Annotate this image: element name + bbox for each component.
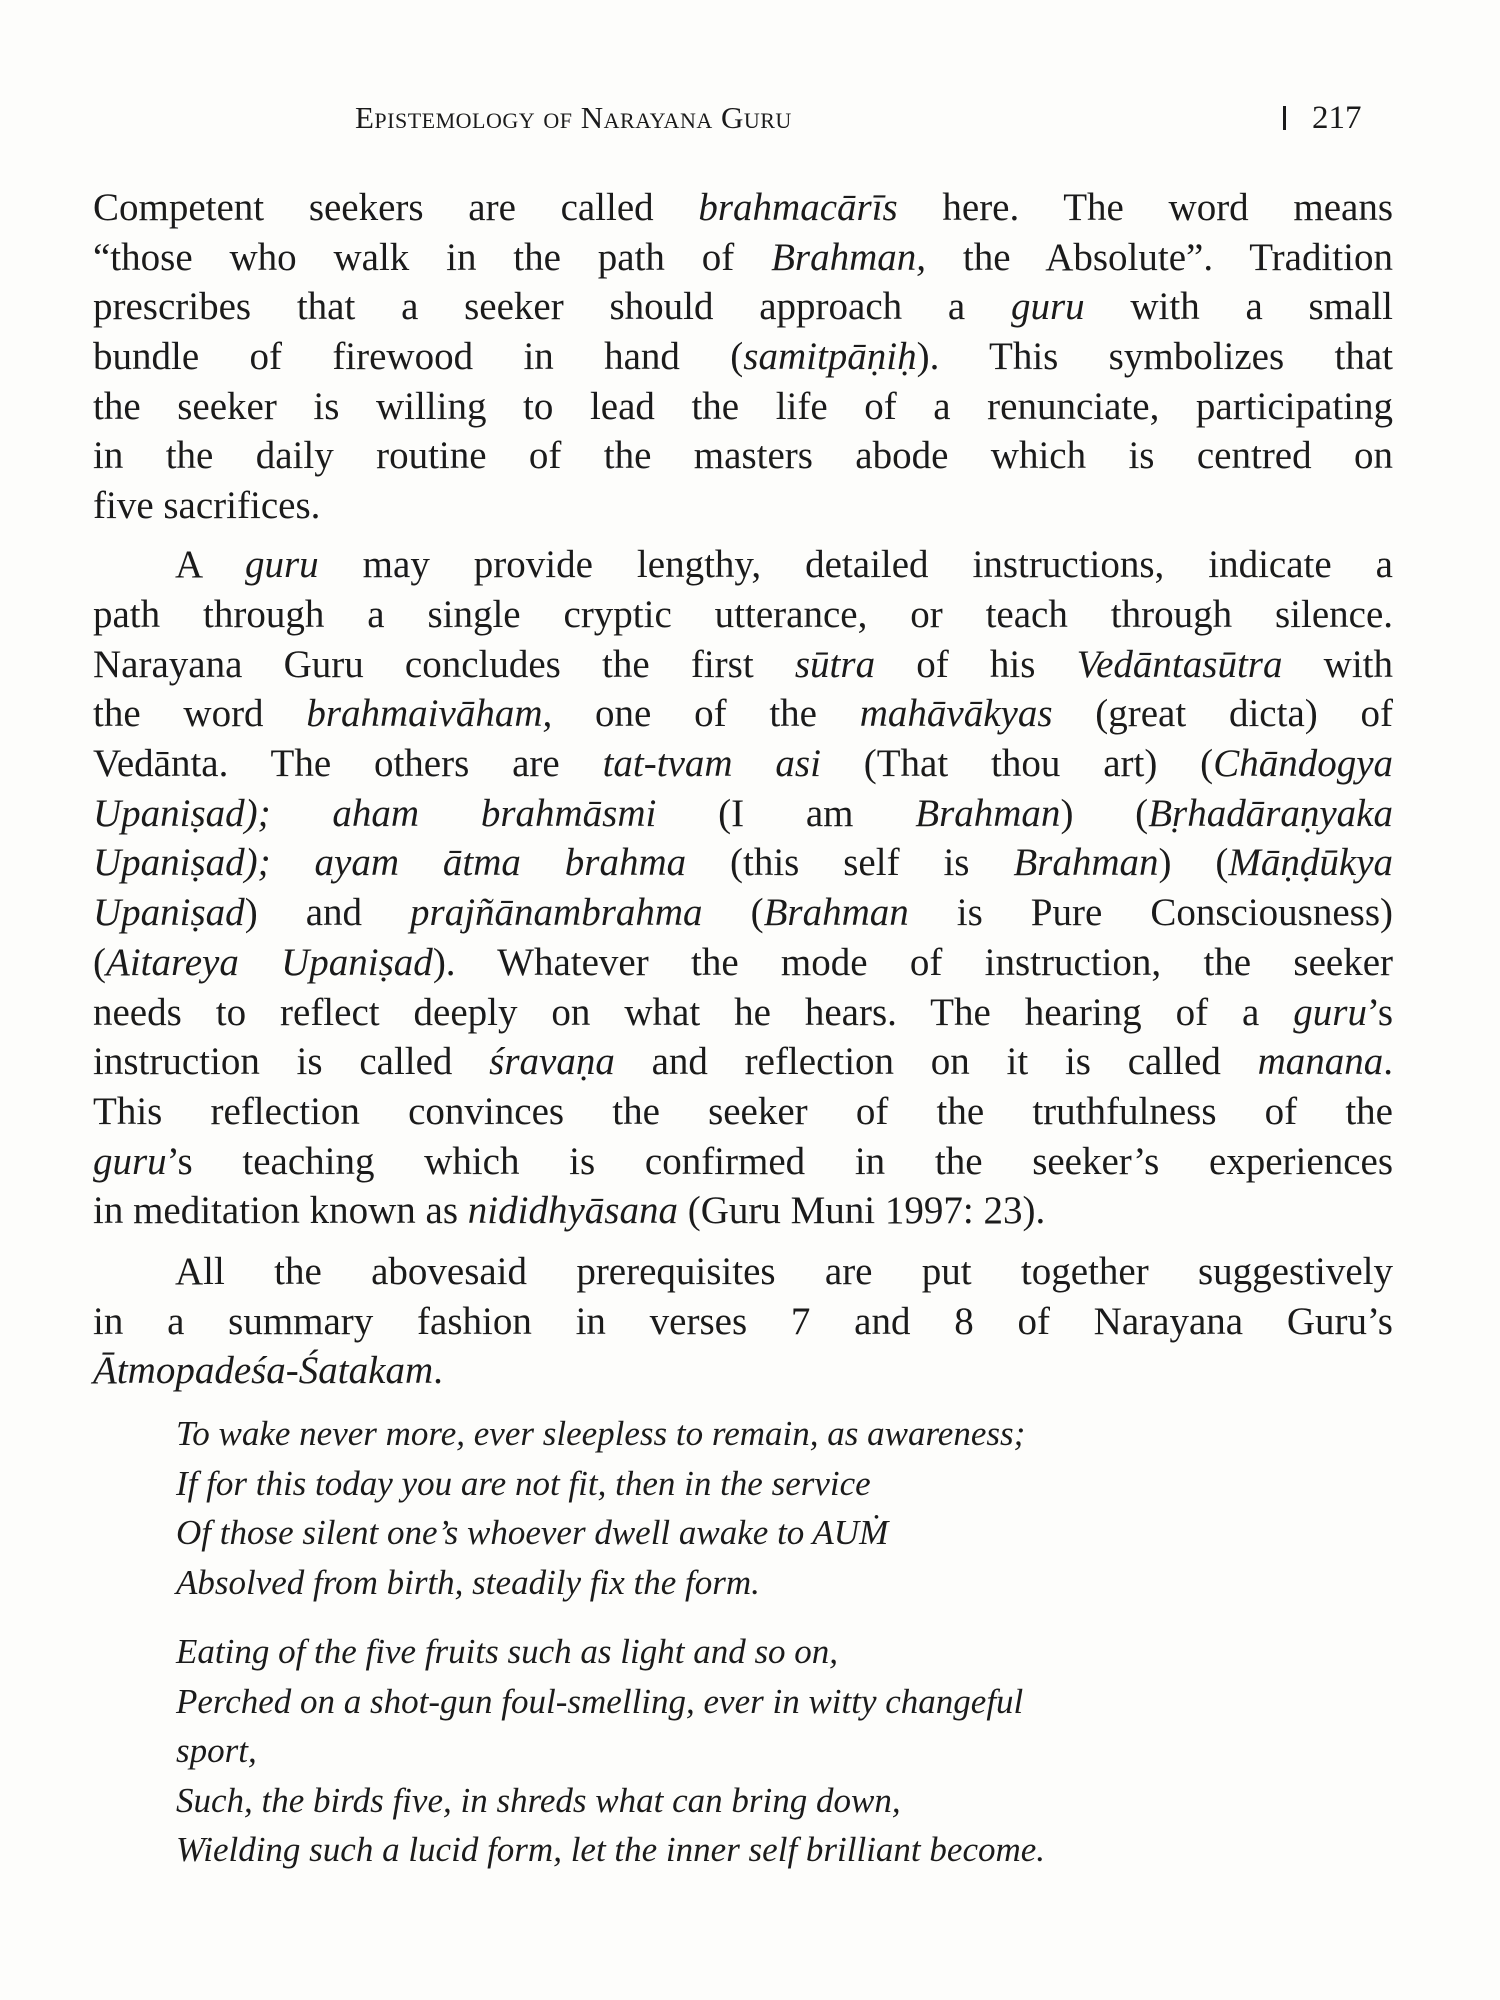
text-line — [93, 938, 1393, 988]
text-line — [93, 988, 1393, 1038]
verse-line: To wake never more, ever sleepless to remain, as awareness; — [176, 1414, 1026, 1453]
text-run: Competent seekers are called — [93, 186, 699, 229]
text-run: ). This symbolizes that — [916, 335, 1393, 379]
text-run: bundle of firewood in hand ( — [93, 335, 744, 379]
text-line — [93, 382, 1393, 432]
text-line — [93, 1037, 1393, 1087]
text-run: of his — [875, 642, 1077, 686]
italic-term: Brahman, — [771, 235, 927, 279]
text-run: with — [1282, 642, 1393, 686]
text-line — [93, 282, 1393, 332]
text-run: five sacrifices. — [93, 484, 321, 528]
text-run: here. The word means — [897, 186, 1393, 229]
italic-term: Vedāntasūtra — [1076, 642, 1283, 686]
text-line — [93, 888, 1393, 938]
verse-line: sport, — [176, 1731, 257, 1770]
paragraph — [93, 540, 1393, 1236]
header-divider — [1283, 106, 1286, 130]
text-run: in a summary fashion in verses 7 and 8 of Narayana Guru’s — [93, 1299, 1393, 1343]
text-run: the seeker is willing to lead the life of a renunciate, participating — [93, 384, 1393, 428]
text-line — [93, 789, 1393, 839]
text-run: (Guru Muni 1997: 23). — [677, 1189, 1046, 1233]
text-run: the Absolute”. Tradition — [926, 235, 1393, 279]
text-run: with a small — [1084, 285, 1393, 329]
italic-term: brahmacārīs — [698, 186, 898, 229]
text-line — [93, 481, 1393, 531]
text-line — [93, 1186, 1393, 1236]
verse-line: Absolved from birth, steadily fix the form. — [176, 1562, 760, 1602]
page-number-block — [1283, 100, 1362, 137]
text-run: in meditation known as — [93, 1189, 468, 1233]
text-run: (I am — [656, 791, 916, 835]
italic-term: guru — [93, 1139, 167, 1183]
text-run: instruction is called — [93, 1040, 490, 1084]
italic-term: Brahman — [915, 791, 1061, 835]
italic-term: Māṇḍūkya — [1228, 841, 1394, 885]
text-run: ) and — [244, 891, 411, 935]
italic-term: Upaniṣad); ayam ātma brahma — [93, 841, 687, 885]
text-run: the word — [93, 692, 307, 736]
text-line — [93, 1297, 1393, 1347]
verse-stanza — [176, 1627, 1393, 1875]
text-run: ’s — [1366, 990, 1393, 1034]
text-line — [93, 332, 1393, 382]
italic-term: mahāvākyas — [859, 692, 1053, 736]
text-run: ’s teaching which is confirmed in the seeker’s experiences — [166, 1139, 1393, 1183]
italic-term: Upaniṣad); aham brahmāsmi — [93, 791, 657, 835]
text-line — [93, 838, 1393, 888]
page-body — [93, 183, 1393, 1875]
text-line — [93, 1087, 1393, 1137]
verse-stanza — [176, 1409, 1393, 1607]
verse-line: Eating of the five fruits such as light and so on, — [176, 1632, 839, 1671]
italic-term: guru — [1293, 990, 1367, 1034]
italic-term: Brahman — [1013, 841, 1159, 885]
text-run: one of the — [552, 692, 860, 736]
text-run: ). Whatever the mode of instruction, the seeker — [432, 940, 1393, 984]
text-run: ( — [93, 940, 106, 984]
text-run: Narayana Guru concludes the first — [93, 642, 795, 686]
text-line — [93, 1137, 1393, 1187]
page-number: 217 — [1312, 100, 1362, 136]
text-run: A — [175, 543, 245, 587]
text-run: prescribes that a seeker should approach a — [93, 285, 1011, 329]
text-run: (That thou art) ( — [820, 742, 1214, 786]
verse-line: Perched on a shot-gun foul-smelling, ever in witty changeful — [176, 1681, 1024, 1721]
verse-line: Such, the birds five, in shreds what can bring down, — [176, 1780, 901, 1820]
text-run: . — [433, 1349, 443, 1393]
italic-term: tat-tvam asi — [602, 742, 821, 786]
italic-term: nididhyāsana — [467, 1189, 678, 1233]
paragraph — [93, 1247, 1393, 1396]
italic-term: samitpāṇiḥ — [743, 335, 917, 379]
verse-line: Wielding such a lucid form, let the inner self brilliant become. — [176, 1830, 1046, 1869]
italic-term: Upaniṣad — [93, 891, 245, 935]
text-run: is Pure Consciousness) — [908, 891, 1393, 935]
text-run: “those who walk in the path of — [93, 235, 772, 279]
text-run: All the abovesaid prerequisites are put together suggestively — [175, 1249, 1393, 1293]
paragraph — [93, 183, 1393, 531]
italic-term: śravaṇa — [489, 1040, 615, 1084]
text-run: (great dicta) of — [1052, 692, 1393, 736]
text-line — [93, 1346, 1393, 1396]
italic-term: Bṛhadāraṇyaka — [1148, 791, 1393, 835]
text-run: This reflection convinces the seeker of the truthfulness of the — [93, 1089, 1393, 1133]
text-run: . — [1383, 1040, 1393, 1084]
italic-term: sūtra — [794, 642, 876, 686]
text-run: ) ( — [1060, 791, 1149, 835]
text-line — [93, 233, 1393, 283]
verse-line: Of those silent one’s whoever dwell awake to AUṀ — [176, 1513, 889, 1552]
text-run: ( — [702, 891, 764, 935]
italic-term: Aitareya Upaniṣad — [106, 940, 433, 984]
italic-term: Chāndogya — [1213, 742, 1394, 786]
text-run: Vedānta. The others are — [93, 742, 603, 786]
text-run: needs to reflect deeply on what he hears. The hearing of a — [93, 990, 1294, 1034]
text-line — [93, 640, 1393, 690]
text-run: may provide lengthy, detailed instructions, indicate a — [318, 543, 1393, 587]
text-run: ) ( — [1158, 841, 1229, 885]
text-run: and reflection on it is called — [614, 1040, 1258, 1084]
text-line — [93, 1247, 1393, 1297]
italic-term: guru — [1010, 285, 1085, 329]
text-run: in the daily routine of the masters abode which is centred on — [93, 434, 1393, 478]
text-line — [93, 540, 1393, 590]
text-line — [93, 590, 1393, 640]
running-header — [0, 100, 1500, 146]
verse-line: If for this today you are not fit, then in the service — [176, 1463, 871, 1503]
italic-term: prajñānambrahma — [410, 891, 703, 935]
text-line — [93, 431, 1393, 481]
text-line — [93, 183, 1393, 233]
italic-term: Ātmopadeśa-Śatakam — [93, 1349, 434, 1393]
running-title: Epistemology of Narayana Guru — [355, 100, 792, 135]
italic-term: manana — [1257, 1040, 1384, 1084]
text-run: (this self is — [686, 841, 1014, 885]
italic-term: Brahman — [763, 891, 909, 935]
italic-term: brahmaivāham, — [306, 692, 553, 736]
text-run: path through a single cryptic utterance, or teach through silence. — [93, 593, 1393, 636]
italic-term: guru — [245, 543, 319, 587]
text-line — [93, 689, 1393, 739]
text-line — [93, 739, 1393, 789]
